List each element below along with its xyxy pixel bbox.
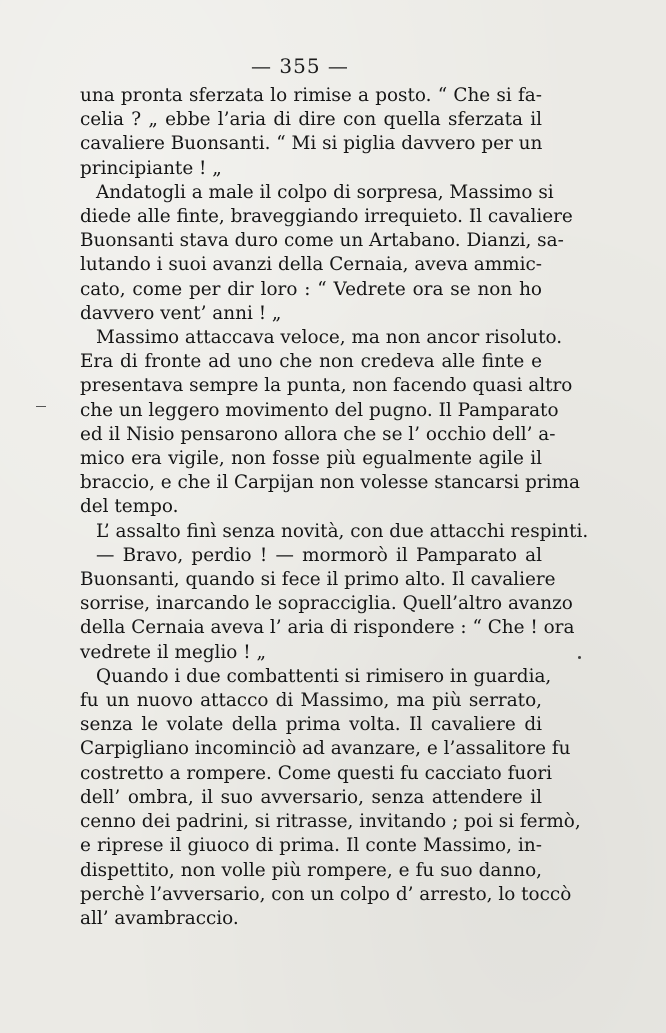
text-line: lutando i suoi avanzi della Cernaia, aveva ammic-	[80, 254, 543, 276]
text-line: cato, come per dir loro : “ Vedrete ora se non ho	[80, 278, 542, 300]
text-line: Buonsanti, quando si fece il primo alto. Il cavaliere	[80, 569, 556, 591]
text-line: Buonsanti stava duro come un Artabano. Dianzi, sa-	[80, 230, 564, 252]
text-line: all’ avambraccio.	[80, 907, 239, 929]
text-line: della Cernaia aveva l’ aria di rispondere : “ Che ! ora	[80, 617, 575, 639]
text-line: presentava sempre la punta, non facendo quasi altro	[80, 375, 573, 397]
text-line: che un leggero movimento del pugno. Il Pamparato	[80, 399, 559, 421]
paragraph	[80, 181, 573, 326]
body-text	[80, 84, 589, 931]
text-line: ed il Nisio pensarono allora che se l’ occhio dell’ a-	[80, 423, 556, 445]
text-line: dispettito, non volle più rompere, e fu suo danno,	[80, 859, 542, 881]
text-line: L’ assalto finì senza novità, con due attacchi respinti.	[96, 520, 589, 542]
paragraph	[80, 84, 542, 181]
text-line: senza le volate della prima volta. Il cavaliere di	[80, 714, 542, 736]
text-line: cavaliere Buonsanti. “ Mi si piglia davvero per un	[80, 133, 543, 155]
text-line: — Bravo, perdio ! — mormorò il Pamparato al	[96, 544, 542, 566]
text-line: del tempo.	[80, 496, 179, 518]
text-line: una pronta sferzata lo rimise a posto. “ Che si fa-	[80, 85, 542, 106]
paragraph	[80, 544, 575, 665]
text-line: Massimo attaccava veloce, ma non ancor risoluto.	[96, 327, 563, 349]
text-line: dell’ ombra, il suo avversario, senza attendere il	[80, 786, 542, 808]
page-number: — 355 —	[251, 54, 349, 78]
text-line: Quando i due combattenti si rimisero in guardia,	[96, 665, 552, 687]
text-line: costretto a rompere. Come questi fu cacciato fuori	[80, 762, 552, 784]
text-line: diede alle finte, braveggiando irrequieto. Il cavaliere	[80, 206, 573, 228]
text-line: principiante ! „	[80, 157, 222, 179]
text-line: Andatogli a male il colpo di sorpresa, Massimo si	[96, 181, 554, 203]
text-line: braccio, e che il Carpijan non volesse stancarsi prima	[80, 472, 580, 494]
margin-mark	[36, 406, 46, 407]
text-line: perchè l’avversario, con un colpo d’ arresto, lo toccò	[80, 883, 572, 905]
text-line: cenno dei padrini, si ritrasse, invitando ; poi si fermò,	[80, 811, 581, 833]
paragraph	[80, 326, 580, 520]
text-line: sorrise, inarcando le sopracciglia. Quell’altro avanzo	[80, 593, 573, 615]
paragraph	[80, 520, 589, 544]
margin-dot	[578, 656, 581, 659]
text-line: Carpigliano incominciò ad avanzare, e l’assalitore fu	[80, 738, 571, 760]
text-line: Era di fronte ad uno che non credeva alle finte e	[80, 351, 542, 373]
text-line: vedrete il meglio ! „	[80, 641, 266, 663]
text-line: davvero vent’ anni ! „	[80, 302, 282, 324]
text-line: fu un nuovo attacco di Massimo, ma più serrato,	[80, 690, 542, 712]
text-line: mico era vigile, non fosse più egualmente agile il	[80, 448, 542, 470]
paragraph	[80, 665, 581, 931]
text-line: e riprese il giuoco di prima. Il conte Massimo, in-	[80, 835, 542, 857]
text-line: celia ? „ ebbe l’aria di dire con quella sferzata il	[80, 109, 542, 131]
